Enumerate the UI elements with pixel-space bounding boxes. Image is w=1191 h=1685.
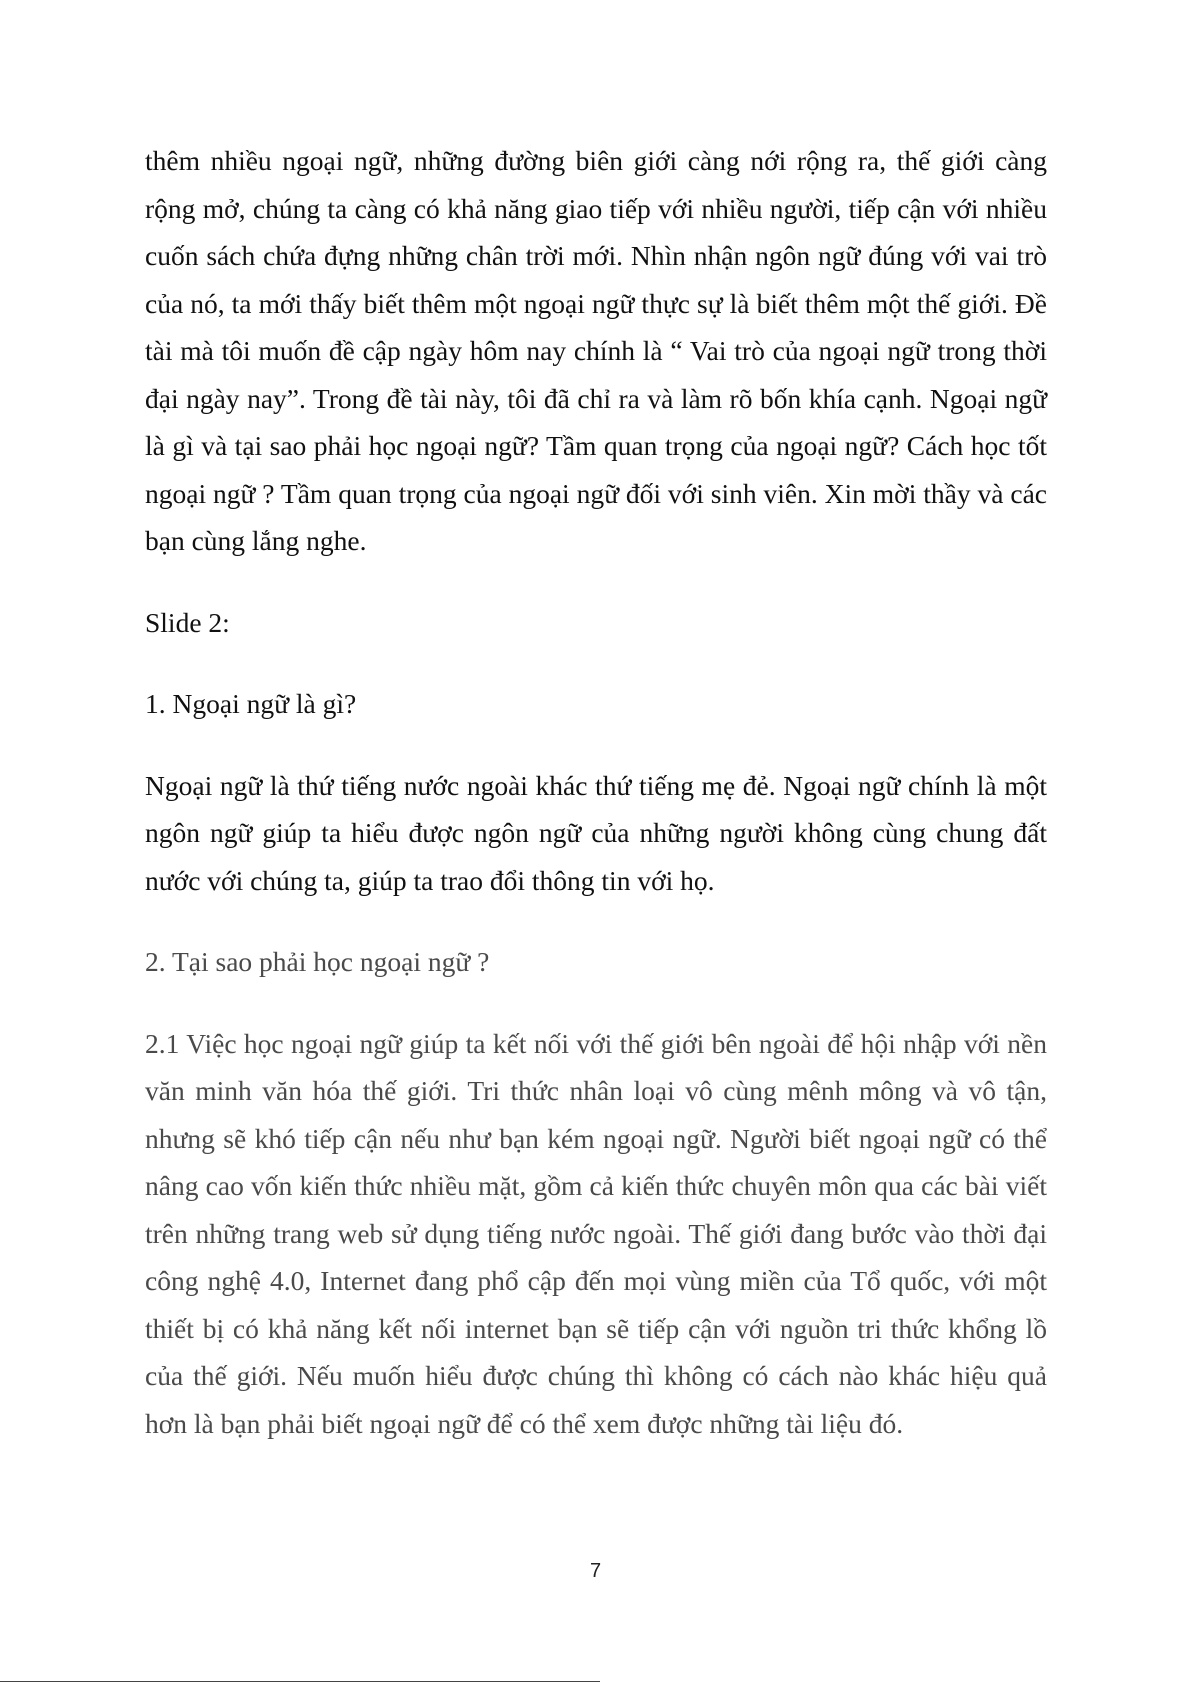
page-number: 7 (589, 1560, 602, 1582)
spacer (145, 646, 1047, 680)
document-page (145, 137, 1047, 1447)
footer-divider (0, 1681, 600, 1682)
spacer (145, 904, 1047, 938)
intro-paragraph: thêm nhiều ngoại ngữ, những đường biên giới càng nới rộng ra, thế giới càng rộng mở, chúng ta càng có khả năng giao tiếp với nhiều người, tiếp cận với nhiều cuốn sách chứa đựng những chân trời mới. Nhìn nhận ngôn ngữ đúng với vai trò của nó, ta mới thấy biết thêm một ngoại ngữ thực sự là biết thêm một thế giới. Đề tài mà tôi muốn đề cập ngày hôm nay chính là “ Vai trò của ngoại ngữ trong thời đại ngày nay”. Trong đề tài này, tôi đã chỉ ra và làm rõ bốn khía cạnh. Ngoại ngữ là gì và tại sao phải học ngoại ngữ? Tầm quan trọng của ngoại ngữ? Cách học tốt ngoại ngữ ? Tầm quan trọng của ngoại ngữ đối với sinh viên. Xin mời thầy và các bạn cùng lắng nghe. (145, 145, 1047, 556)
spacer (145, 986, 1047, 1020)
slide-label: Slide 2: (145, 606, 230, 638)
section2-heading: 2. Tại sao phải học ngoại ngữ ? (145, 946, 490, 977)
section1-heading: 1. Ngoại ngữ là gì? (145, 688, 357, 719)
spacer (145, 728, 1047, 762)
spacer (145, 565, 1047, 599)
section1-paragraph: Ngoại ngữ là thứ tiếng nước ngoài khác thứ tiếng mẹ đẻ. Ngoại ngữ chính là một ngôn ngữ giúp ta hiểu được ngôn ngữ của những người không cùng chung đất nước với chúng ta, giúp ta trao đổi thông tin với họ. (145, 769, 1047, 896)
section2-1-paragraph: 2.1 Việc học ngoại ngữ giúp ta kết nối với thế giới bên ngoài để hội nhập với nền văn minh văn hóa thế giới. Tri thức nhân loại vô cùng mênh mông và vô tận, nhưng sẽ khó tiếp cận nếu như bạn kém ngoại ngữ. Người biết ngoại ngữ có thể nâng cao vốn kiến thức nhiều mặt, gồm cả kiến thức chuyên môn qua các bài viết trên những trang web sử dụng tiếng nước ngoài. Thế giới đang bước vào thời đại công nghệ 4.0, Internet đang phổ cập đến mọi vùng miền của Tổ quốc, với một thiết bị có khả năng kết nối internet bạn sẽ tiếp cận với nguồn tri thức khổng lồ của thế giới. Nếu muốn hiểu được chúng thì không có cách nào khác hiệu quả hơn là bạn phải biết ngoại ngữ để có thể xem được những tài liệu đó. (145, 1027, 1047, 1439)
